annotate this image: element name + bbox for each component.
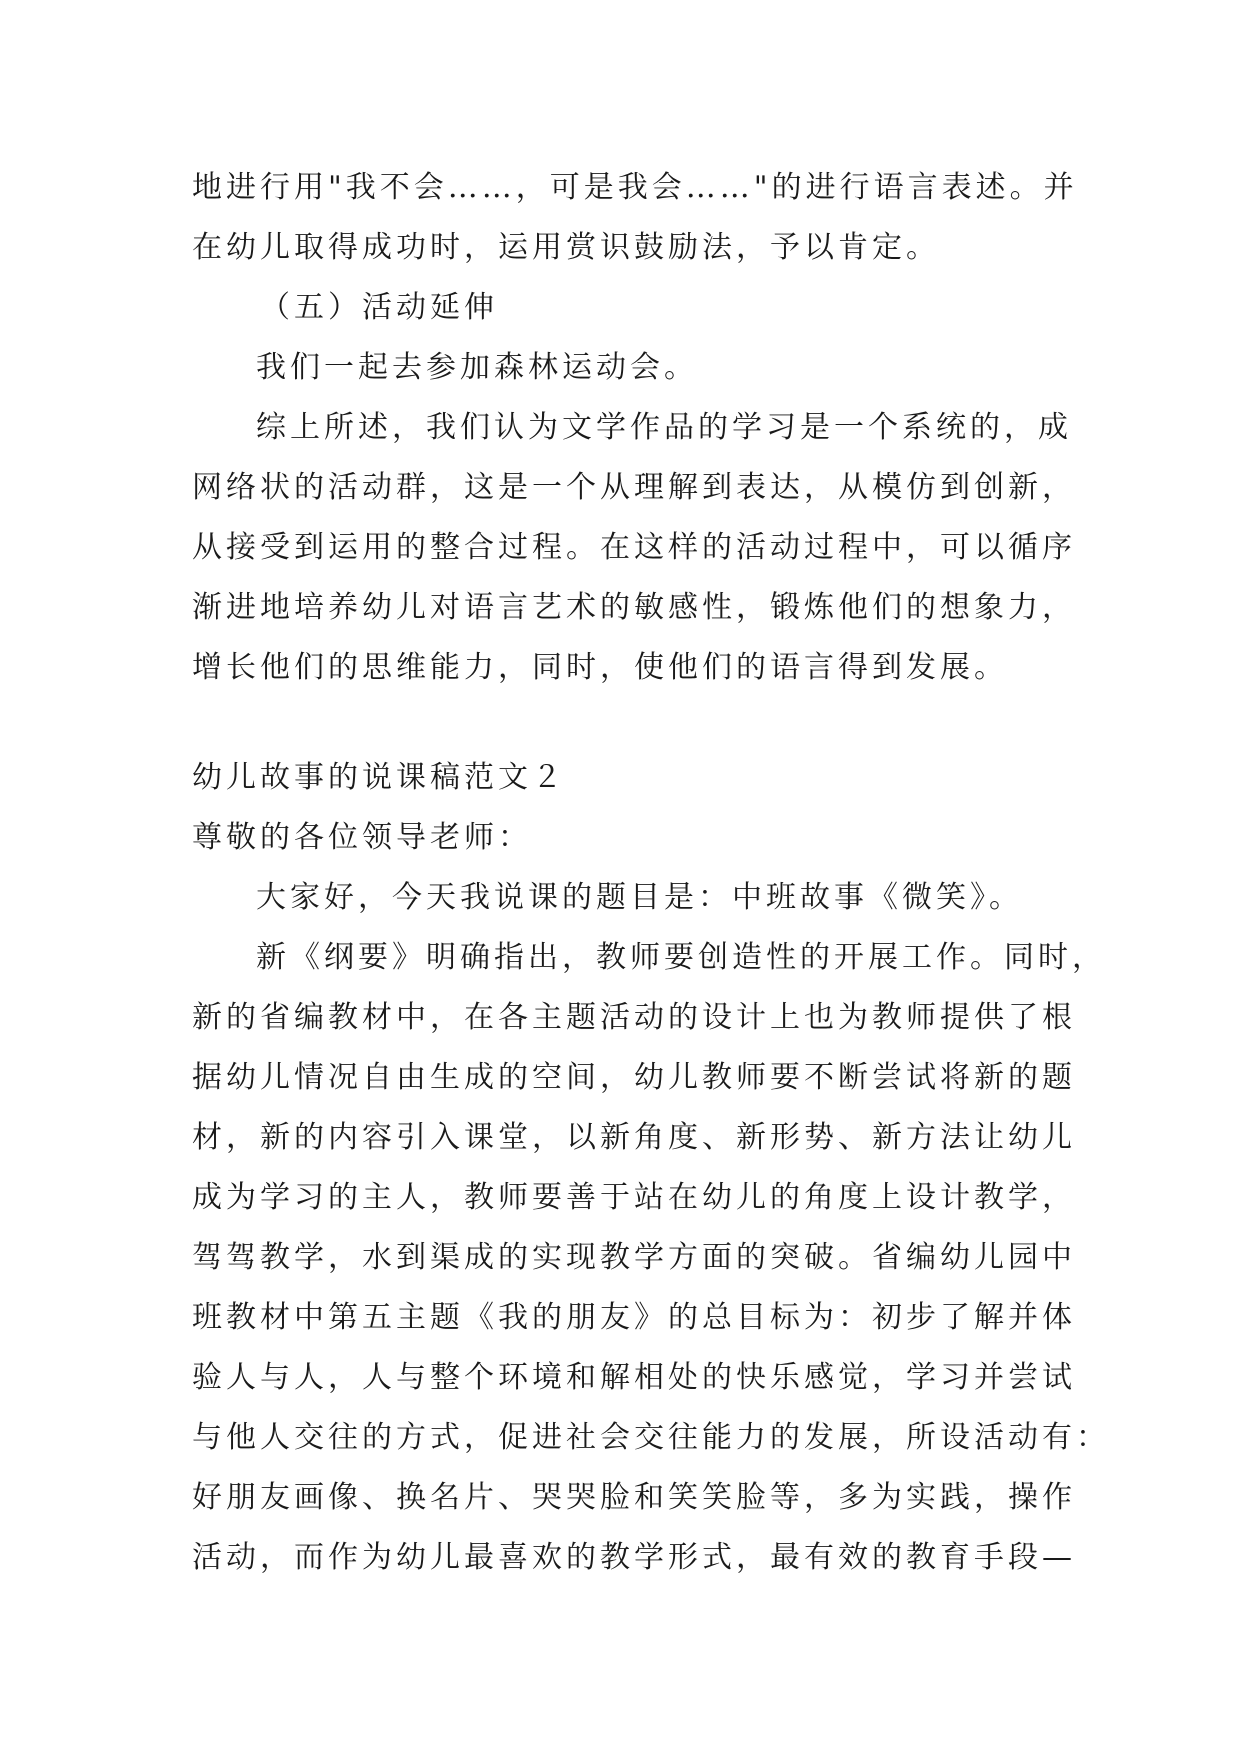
body-text-line: 新的省编教材中，在各主题活动的设计上也为教师提供了根 [192, 1000, 1076, 1035]
body-text-line: 在幼儿取得成功时，运用赏识鼓励法，予以肯定。 [192, 230, 940, 265]
body-text-line: 新《纲要》明确指出，教师要创造性的开展工作。同时， [256, 940, 1106, 975]
body-text-line: 我们一起去参加森林运动会。 [256, 350, 698, 385]
body-text-line: 活动，而作为幼儿最喜欢的教学形式，最有效的教育手段— [192, 1540, 1076, 1575]
body-text-line: 增长他们的思维能力，同时，使他们的语言得到发展。 [192, 650, 1008, 685]
body-text-line: 验人与人，人与整个环境和解相处的快乐感觉，学习并尝试 [192, 1360, 1076, 1395]
body-text-line: 据幼儿情况自由生成的空间，幼儿教师要不断尝试将新的题 [192, 1060, 1076, 1095]
body-text-line: 从接受到运用的整合过程。在这样的活动过程中，可以循序 [192, 530, 1076, 565]
body-text-line: 综上所述，我们认为文学作品的学习是一个系统的，成 [256, 410, 1072, 445]
body-text-line: 网络状的活动群，这是一个从理解到表达，从模仿到创新， [192, 470, 1076, 505]
body-text-line: 成为学习的主人，教师要善于站在幼儿的角度上设计教学， [192, 1180, 1076, 1215]
body-text-line: 渐进地培养幼儿对语言艺术的敏感性，锻炼他们的想象力， [192, 590, 1076, 625]
body-text-line: 好朋友画像、换名片、哭哭脸和笑笑脸等，多为实践，操作 [192, 1480, 1076, 1515]
body-text-line: 班教材中第五主题《我的朋友》的总目标为：初步了解并体 [192, 1300, 1076, 1335]
section-heading: （五）活动延伸 [260, 290, 498, 325]
body-text-line: 与他人交往的方式，促进社会交往能力的发展，所设活动有： [192, 1420, 1110, 1455]
body-text-line: 材，新的内容引入课堂，以新角度、新形势、新方法让幼儿 [192, 1120, 1076, 1155]
body-text-line: 驾驾教学，水到渠成的实现教学方面的突破。省编幼儿园中 [192, 1240, 1076, 1275]
body-text-line: 地进行用"我不会……，可是我会……"的进行语言表述。并 [192, 170, 1078, 205]
body-text-line: 大家好，今天我说课的题目是：中班故事《微笑》。 [256, 880, 1023, 915]
salutation: 尊敬的各位领导老师： [192, 820, 532, 855]
article-title: 幼儿故事的说课稿范文２ [192, 760, 566, 795]
